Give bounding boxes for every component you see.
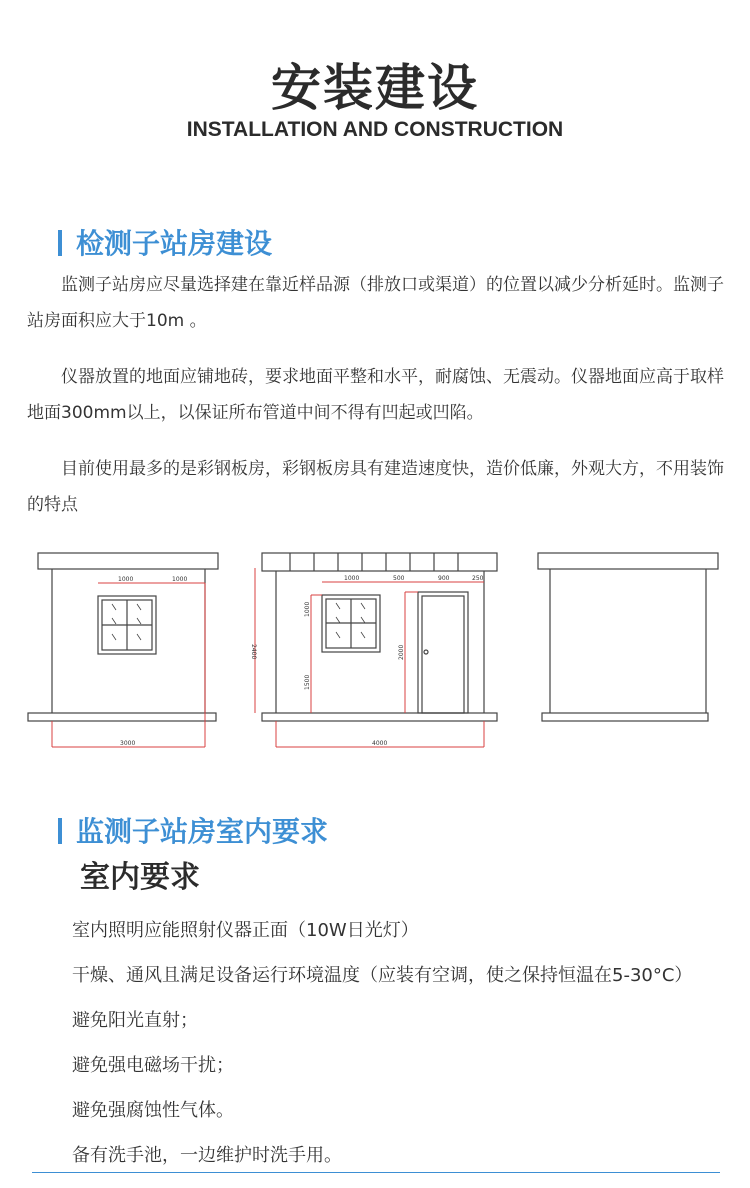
section-heading-station-construction — [58, 222, 272, 262]
page-subtitle: INSTALLATION AND CONSTRUCTION — [186, 118, 564, 141]
middle-dim-top-a: 1000 — [344, 575, 360, 582]
left-dim-top-b: 1000 — [172, 576, 188, 583]
list-item: 避免强腐蚀性气体。 — [72, 1100, 234, 1121]
station-elevation-drawings — [0, 540, 750, 755]
paragraph: 监测子站房应尽量选择建在靠近样品源（排放口或渠道）的位置以减少分析延时。监测子站房面积应大于10m 。 — [27, 275, 724, 331]
list-item: 避免阳光直射； — [72, 1010, 198, 1031]
heading-bar — [58, 818, 62, 844]
requirements-list — [72, 914, 692, 1184]
heading-bar — [58, 230, 62, 256]
list-item: 干燥、通风且满足设备运行环境温度（应装有空调，使之保持恒温在5-30°C） — [72, 965, 693, 986]
left-dimension-lines — [52, 583, 205, 747]
paragraph: 目前使用最多的是彩钢板房，彩钢板房具有建造速度快，造价低廉，外观大方，不用装饰的特点 — [27, 459, 724, 515]
middle-dim-width: 4000 — [372, 740, 388, 747]
page-title: 安装建设 — [271, 59, 479, 117]
middle-dim-win-h: 1000 — [304, 601, 311, 617]
list-item: 备有洗手池，一边维护时洗手用。 — [72, 1145, 342, 1166]
middle-dim-height: 2400 — [250, 644, 257, 660]
middle-dim-top-c: 900 — [438, 575, 450, 582]
section1-body — [27, 267, 727, 543]
list-item: 室内照明应能照射仪器正面（10W日光灯） — [72, 920, 419, 941]
section-heading-text: 监测子站房室内要求 — [76, 815, 329, 848]
middle-elevation-drawing — [262, 553, 497, 721]
left-dim-top-a: 1000 — [118, 576, 134, 583]
middle-dim-top-d: 250 — [472, 575, 484, 582]
section-heading-indoor-requirements — [58, 810, 328, 850]
middle-dim-door-h: 2000 — [398, 644, 405, 660]
middle-dim-sill-h: 1500 — [304, 674, 311, 690]
right-elevation-drawing — [538, 553, 718, 721]
list-item: 避免强电磁场干扰； — [72, 1055, 234, 1076]
middle-dim-top-b: 500 — [393, 575, 405, 582]
section-heading-text: 检测子站房建设 — [76, 227, 273, 260]
subsection-title: 室内要求 — [80, 860, 200, 895]
footer-divider — [32, 1172, 720, 1173]
paragraph: 仪器放置的地面应铺地砖，要求地面平整和水平，耐腐蚀、无震动。仪器地面应高于取样地面300mm以上，以保证所布管道中间不得有凹起或凹陷。 — [27, 367, 724, 423]
left-dim-width: 3000 — [120, 740, 136, 747]
